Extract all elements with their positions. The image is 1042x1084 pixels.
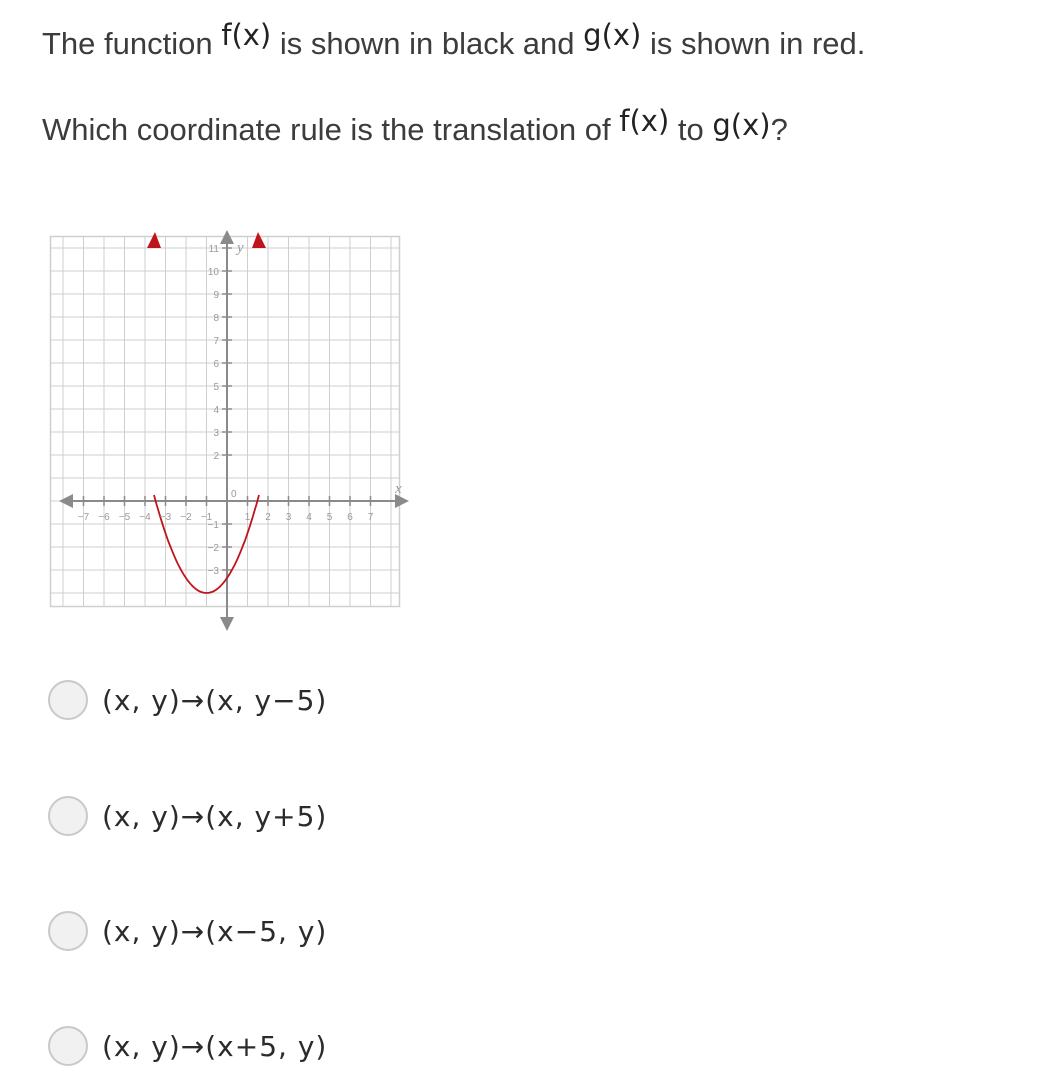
x-tick-label: 4	[306, 512, 312, 523]
y-axis-arrow-down-icon	[220, 617, 234, 631]
x-tick-label: 6	[347, 512, 353, 523]
question-text-1c: is shown in red.	[649, 26, 866, 61]
radio-button[interactable]	[48, 796, 88, 836]
x-tick-label: −3	[159, 512, 172, 523]
x-tick-label: −5	[118, 512, 131, 523]
x-tick-label: 3	[285, 512, 292, 523]
y-axis-label: y	[237, 240, 244, 256]
x-axis-arrow-left-icon	[59, 494, 73, 508]
y-tick-label: 9	[213, 290, 219, 301]
question-text-2a: Which coordinate rule is the translation of	[42, 112, 611, 147]
y-tick-label: 8	[213, 313, 219, 324]
y-tick-label: 3	[213, 428, 219, 439]
graph-grid	[50, 236, 400, 607]
x-tick-label: −2	[180, 512, 192, 523]
function-f-label: f(x)	[221, 18, 272, 52]
question-text-1a: The function	[42, 26, 213, 61]
option-label: (x, y)→(x−5, y)	[102, 914, 328, 948]
y-tick-label: −3	[207, 566, 219, 577]
x-tick-label: −6	[98, 512, 110, 523]
function-f-label: f(x)	[619, 104, 670, 138]
option-label: (x, y)→(x, y−5)	[102, 683, 328, 717]
question-text-1b: is shown in black and	[279, 26, 575, 61]
graph-axes	[59, 230, 409, 631]
y-tick-label: 10	[207, 267, 219, 278]
x-tick-label: 5	[326, 512, 333, 523]
answer-option-3[interactable]	[48, 909, 327, 953]
radio-button[interactable]	[48, 911, 88, 951]
answer-option-4[interactable]	[48, 1024, 327, 1068]
x-tick-label: 1	[244, 512, 251, 523]
answer-option-1[interactable]	[48, 678, 327, 722]
curve-arrowhead-icon	[252, 232, 266, 248]
question-mark: ?	[770, 112, 788, 147]
question-line-2	[42, 104, 788, 150]
y-tick-label: 7	[213, 336, 219, 347]
x-axis-label: x	[395, 481, 402, 497]
x-tick-label: −1	[200, 512, 213, 523]
x-tick-label: −4	[139, 512, 151, 523]
function-g-label: g(x)	[583, 18, 642, 52]
graph-frame	[51, 237, 400, 607]
radio-button[interactable]	[48, 680, 88, 720]
y-tick-label: 5	[213, 382, 219, 393]
y-tick-label: 4	[213, 405, 219, 416]
question-text-2b: to	[677, 112, 704, 147]
y-tick-label: −2	[207, 543, 219, 554]
y-tick-label: −1	[207, 520, 219, 531]
function-g-label: g(x)	[712, 108, 771, 142]
y-tick-label: 2	[213, 451, 219, 462]
parabola-graph	[50, 236, 400, 607]
question-line-1	[42, 18, 866, 64]
option-label: (x, y)→(x, y+5)	[102, 799, 328, 833]
x-tick-label: 7	[367, 512, 374, 523]
radio-button[interactable]	[48, 1026, 88, 1066]
x-tick-label: 2	[265, 512, 271, 523]
y-tick-label: 11	[208, 244, 219, 255]
answer-option-2[interactable]	[48, 794, 327, 838]
y-tick-label: 6	[213, 359, 219, 370]
x-tick-label: −7	[77, 512, 90, 523]
origin-label: 0	[231, 489, 237, 500]
option-label: (x, y)→(x+5, y)	[102, 1029, 328, 1063]
curve-arrowhead-icon	[147, 232, 161, 248]
